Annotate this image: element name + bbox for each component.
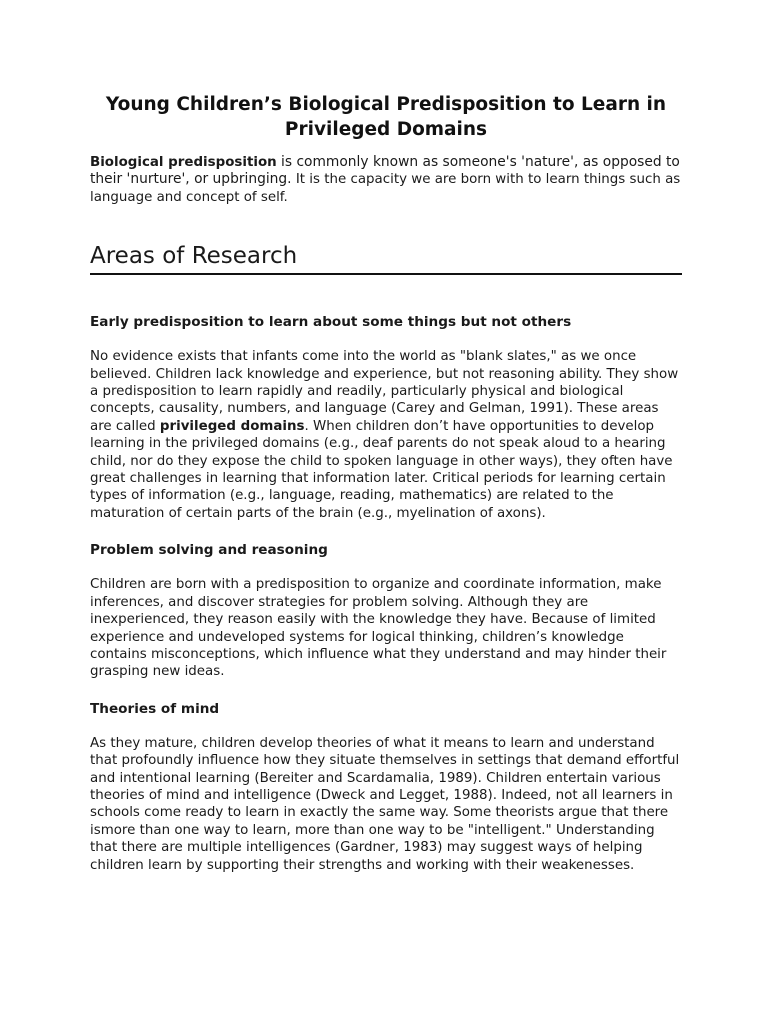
subsection-heading-early-predisposition: Early predisposition to learn about some things but not others — [90, 314, 572, 331]
body-text: . When children don’t have opportunities to develop learning in the privileged domains (e.g., deaf parents do not speak aloud to a hearing child, nor do they expose the child to spoken language in other ways), they often have great challenges in learning that information later. Critical periods for learning certain types of information (e.g., language, reading, mathematics) are related to the maturation of certain parts of the brain (e.g., myelination of axons). — [90, 418, 673, 521]
intro-tail-text: It is the capacity we are born with to learn things such as language and concept of self. — [90, 172, 681, 205]
body-text: No evidence exists that infants come into the world as "blank slates," as we once believed. Children lack knowledge and experience, but not reasoning ability. They show a predisposition to learn rapidly and readily, particularly physical and biological concepts, causality, numbers, and language (Carey and Gelman, 1991). These areas are called — [90, 349, 679, 434]
intro-paragraph — [90, 154, 682, 206]
document-page — [90, 92, 682, 874]
document-title: Young Children’s Biological Predisposition to Learn in Privileged Domains — [105, 94, 667, 140]
section-heading: Areas of Research — [90, 242, 682, 275]
subsection-heading-theories-of-mind: Theories of mind — [90, 700, 220, 717]
subsection-body-early-predisposition — [90, 348, 682, 522]
privileged-domains-term: privileged domains — [159, 418, 305, 434]
subsection-body-theories-of-mind: As they mature, children develop theories of what it means to learn and understand that profoundly influence how they situate themselves in settings that demand effortful and intentional learning (Bereiter and Scardamalia, 1989). Children entertain various theories of mind and intelligence (Dweck and Legget, 1988). Indeed, not all learners in schools come ready to learn in exactly the same way. Some theorists argue that there ismore than one way to learn, more than one way to be "intelligent." Understanding that there are multiple intelligences (Gardner, 1983) may suggest ways of helping children learn by supporting their strengths and working with their weakenesses. — [90, 735, 680, 873]
intro-lead-text: is commonly known as someone's 'nature', as opposed to their 'nurture', or upbringing. — [90, 154, 680, 188]
subsection-body-problem-solving: Children are born with a predisposition to organize and coordinate information, make inferences, and discover strategies for problem solving. Although they are inexperienced, they reason easily with the knowledge they have. Because of limited experience and undeveloped systems for logical thinking, children’s knowledge contains misconceptions, which influence what they understand and may hinder their grasping new ideas. — [90, 577, 667, 680]
intro-bold-term: Biological predisposition — [90, 155, 277, 170]
subsection-heading-problem-solving: Problem solving and reasoning — [90, 542, 328, 559]
